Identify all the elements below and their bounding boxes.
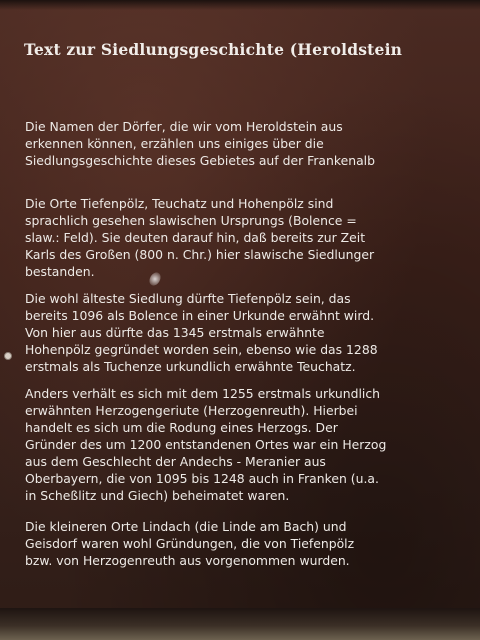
- text-line: Von hier aus dürfte das 1345 erstmals erwähnte: [25, 325, 325, 340]
- sign-bottom-edge: [0, 608, 480, 640]
- text-line: Hohenpölz gegründet worden sein, ebenso wie das 1288: [25, 342, 378, 357]
- text-line: Die wohl älteste Siedlung dürfte Tiefenpölz sein, das: [25, 291, 351, 306]
- text-line: bzw. von Herzogenreuth aus vorgenommen wurden.: [25, 553, 350, 568]
- text-line: erkennen können, erzählen uns einiges über die: [25, 136, 324, 151]
- text-line: Gründer des um 1200 entstandenen Ortes war ein Herzog: [25, 437, 387, 452]
- text-line: Die kleineren Orte Lindach (die Linde am Bach) und: [25, 519, 347, 534]
- text-line: Karls des Großen (800 n. Chr.) hier slawische Siedlunger: [25, 247, 375, 262]
- sign-top-shadow: [0, 0, 480, 10]
- text-line: sprachlich gesehen slawischen Ursprungs (Bolence =: [25, 213, 357, 228]
- paragraph-oldest-settlement: [25, 290, 475, 375]
- text-line: Die Namen der Dörfer, die wir vom Heroldstein aus: [25, 119, 343, 134]
- text-line: bereits 1096 als Bolence in einer Urkunde erwähnt wird.: [25, 308, 375, 323]
- paragraph-smaller-villages: [25, 518, 475, 569]
- mounting-bolt: [4, 352, 12, 360]
- text-line: erwähnten Herzogengeriute (Herzogenreuth). Hierbei: [25, 403, 358, 418]
- text-line: handelt es sich um die Rodung eines Herzogs. Der: [25, 420, 338, 435]
- paragraph-herzogenreuth: [25, 385, 475, 504]
- text-line: in Scheßlitz und Giech) beheimatet waren.: [25, 488, 290, 503]
- paragraph-slavic-origin: [25, 195, 475, 280]
- text-line: Siedlungsgeschichte dieses Gebietes auf der Frankenalb: [25, 153, 375, 168]
- text-line: erstmals als Tuchenze urkundlich erwähnte Teuchatz.: [25, 359, 356, 374]
- text-line: Anders verhält es sich mit dem 1255 erstmals urkundlich: [25, 386, 381, 401]
- text-line: Geisdorf waren wohl Gründungen, die von Tiefenpölz: [25, 536, 355, 551]
- paragraph-village-names: [25, 118, 475, 169]
- sign-title: Text zur Siedlungsgeschichte (Heroldstein: [24, 40, 403, 59]
- text-line: slaw.: Feld). Sie deuten darauf hin, daß bereits zur Zeit: [25, 230, 366, 245]
- text-line: aus dem Geschlecht der Andechs - Meranier aus: [25, 454, 326, 469]
- text-line: bestanden.: [25, 264, 95, 279]
- text-line: Die Orte Tiefenpölz, Teuchatz und Hohenpölz sind: [25, 196, 334, 211]
- text-line: Oberbayern, die von 1095 bis 1248 auch in Franken (u.a.: [25, 471, 379, 486]
